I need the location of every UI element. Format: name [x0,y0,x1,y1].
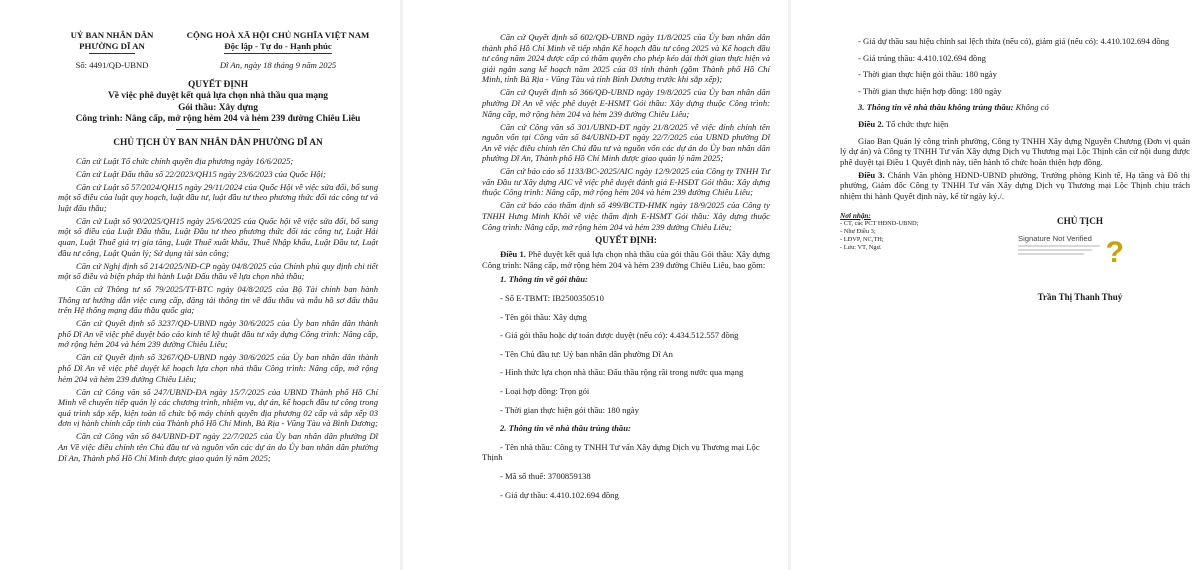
title-underline [176,129,260,130]
document-page-1 [0,0,400,570]
legal-basis: Căn cứ Luật số 57/2024/QH15 ngày 29/11/2024 của Quốc Hội về việc sửa đổi, bổ sung một số điều của luật quy hoạch, luật đầu tư, luật đầu tư theo phương thức đối tác công tư và luật đấu thầu; [58,181,378,213]
article-2-label: Điều 2. [858,118,884,129]
tender-info-item: - Giá gói thầu hoặc dự toán được duyệt (nếu có): 4.434.512.557 đồng [500,330,739,341]
winner-info-item: - Thời gian thực hiện hợp đồng: 180 ngày [858,85,1002,96]
section-2-heading: 2. Thông tin về nhà thầu trúng thầu: [500,423,631,434]
tender-info-item: - Loại hợp đồng: Trọn gói [500,386,590,396]
decision-title: QUYẾT ĐỊNH [188,80,248,90]
digital-signature [1018,234,1142,278]
section-3 [840,102,1190,113]
section-3-heading: 3. Thông tin về nhà thầu không trúng thầu: [858,102,1014,113]
national-motto [178,30,378,54]
document-page-2 [404,0,788,570]
place-date: Dĩ An, ngày 18 tháng 9 năm 2025 [219,60,337,70]
article-1-text: Phê duyệt kết quả lựa chọn nhà thầu của gói thầu Gói thầu: Xây dựng Công trình: Nâng cấp, mở rộng hẻm 204 và hẻm 239 đường Chiêu Liêu, bao gồm: [482,249,770,270]
recipient-item: - Lưu: VT, Ngư. [840,243,882,251]
signer-column [970,212,1190,302]
signature-block [840,212,1190,302]
decision-subtitle-2: Gói thầu: Xây dựng [178,102,258,113]
signature-detail-line [1018,245,1100,247]
page-separator [400,0,403,570]
legal-basis: Căn cứ Công văn số 301/UBND-ĐT ngày 21/8/2025 về việc đính chính tên nguồn vốn tại Công văn số 84/UBND-ĐT ngày 22/7/2025 của UBND phường Dĩ An về việc điều chỉnh tên Chủ đầu tư và nguồn vốn các dự án do Ủy ban nhân dân phường Dĩ An, Thành phố Hồ Chí Minh được giao quản lý năm 2025; [482,121,770,164]
legal-basis: Căn cứ Thông tư số 79/2025/TT-BTC ngày 04/8/2025 của Bộ Tài chính ban hành Thông tư hướng dẫn việc cung cấp, đăng tải thông tin về đấu thầu và mẫu hồ sơ đấu thầu trên Hệ thống mạng đấu thầu quốc gia; [58,284,378,316]
org-line-1: UỶ BAN NHÂN DÂN [70,30,154,40]
article-2 [840,119,1190,130]
section-1-heading: 1. Thông tin về gói thầu: [500,274,588,285]
article-1 [482,249,770,270]
signature-status: Signature Not Verified [1018,233,1092,243]
decision-subtitle-1: Về việc phê duyệt kết quả lựa chọn nhà thầu qua mạng [108,91,328,102]
signer-name: Trần Thị Thanh Thuý [1037,291,1123,302]
legal-basis: Căn cứ Công văn số 247/UBND-ĐA ngày 15/7/2025 của UBND Thành phố Hồ Chí Minh về chuyển tiếp quản lý các chương trình, nhiệm vụ, dự án, kế hoạch đầu tư công trong quá trình sắp xếp, kiện toàn tổ chức bộ máy chính quyền địa phương 02 cấp và sắp xếp 03 đơn vị hành chính cấp tỉnh của Thành phố Hồ Chí Minh, Bà Rịa - Vũng Tàu và Bình Dương; [58,386,378,429]
article-2-body: Giao Ban Quản lý công trình phường, Công ty TNHH Xây dựng Nguyễn Chương (Đơn vị quản lý dự án) và Công ty TNHH Tư vấn Xây dựng Dịch vụ Thương mại Lộc Thịnh căn cứ nội dung được phê duyệt tại Điều 1 Quyết định này, tiến hành tổ chức hoàn thiện hợp đồng. [840,135,1190,167]
article-3-text: Chánh Văn phòng HĐND-UBND phường, Trưởng phòng Kinh tế, Hạ tầng và Đô thị phường, Giám đốc Công ty TNHH Tư vấn Xây dựng Dịch vụ Thương mại Lộc Thịnh chịu trách nhiệm thi hành Quyết định này, kể từ ngày ký./. [840,169,1191,201]
recipient-item: - LĐVP, NC,TH; [840,235,884,243]
decide-heading: QUYẾT ĐỊNH: [595,235,657,246]
legal-basis: Căn cứ Luật số 90/2025/QH15 ngày 25/6/2025 của Quốc hội về việc sửa đổi, bổ sung một số điều của Luật Đấu thầu, Luật Đầu tư theo phương thức đối tác công tư, Luật Hải quan, Luật Thuế giá trị gia tăng, Luật Thuế xuất khẩu, Thuế Nhập khẩu, Luật Đầu tư, Luật đầu tư công, Luật Quản lý; Sử dụng tài sản công; [58,215,378,258]
document-page-3 [792,0,1200,570]
legal-bases-list [58,156,378,464]
document-header [58,30,378,54]
doc-number: Số: 4491/QĐ-UBND [75,60,149,70]
legal-basis: Căn cứ Quyết định số 602/QĐ-UBND ngày 11/8/2025 của Ủy ban nhân dân thành phố Hồ Chí Minh về tiếp nhận Kế hoạch đầu tư công 2025 và Kế hoạch đầu tư công năm 2024 được cấp có thẩm quyền cho phép kéo dài thời gian thực hiện và giải ngân sang kế hoạch năm 2025 của 03 tỉnh thành (gồm Thành phố Hồ Chí Minh, tỉnh Bà Rịa - Vũng Tàu và tỉnh Bình Dương trước khi sắp xếp); [482,32,770,85]
winner-info-item: - Tên nhà thầu: Công ty TNHH Tư vấn Xây dựng Dịch vụ Thương mại Lộc Thịnh [482,441,760,463]
page-separator [788,0,791,570]
legal-basis: Căn cứ Nghị định số 214/2025/NĐ-CP ngày 04/8/2025 của Chính phủ quy định chi tiết một số điều và biện pháp thi hành Luật Đấu thầu về lựa chọn nhà thầu; [58,260,378,282]
org-line-2: PHƯỜNG DĨ AN [79,41,145,51]
legal-basis: Căn cứ Công văn số 84/UBND-ĐT ngày 22/7/2025 của Ủy ban nhân dân phường Dĩ An Về việc điều chỉnh tên Chủ đầu tư và nguồn vốn các dự án do Ủy ban nhân dân phường Dĩ An, Thành phố Hồ Chí Minh được giao quản lý năm 2025; [58,431,378,463]
legal-basis: Căn cứ Quyết định số 366/QĐ-UBND ngày 19/8/2025 của Ủy ban nhân dân phường Dĩ An về việc phê duyệt E-HSMT Gói thầu: Xây dựng thuộc Công trình: Nâng cấp, mở rộng hẻm 204 và hẻm 239 đường Chiêu Liêu; [482,87,770,119]
legal-bases-list-continued [482,32,770,232]
legal-basis: Căn cứ báo cáo thẩm định số 499/BCTĐ-HMK ngày 18/9/2025 của Công ty TNHH Hưng Minh Khôi về việc thẩm định E-HSMT Gói thầu: Xây dựng thuộc Công trình: Nâng cấp, mở rộng hẻm 204 và hẻm 239 đường Chiêu Liêu; [482,200,770,232]
winner-info-item: - Giá trúng thầu: 4.410.102.694 đồng [858,52,986,63]
article-1-label: Điều 1. [500,249,526,260]
org-underline [89,53,135,54]
article-2-text: Tổ chức thực hiện [883,118,949,129]
article-3 [840,170,1190,202]
signature-detail-line [1018,253,1084,255]
recipients-title: Nơi nhận: [840,211,871,220]
signature-unverified-question-icon: ? [1105,235,1124,269]
decision-subtitle-3: Công trình: Nâng cấp, mở rộng hẻm 204 và hẻm 239 đường Chiêu Liêu [75,114,361,125]
nation-line-1: CỘNG HOÀ XÃ HỘI CHỦ NGHĨA VIỆT NAM [186,30,370,40]
legal-basis: Căn cứ Quyết định số 3267/QĐ-UBND ngày 30/6/2025 của Ủy ban nhân dân thành phố Dĩ An về việc phê duyệt kế hoạch lựa chọn nhà thầu Công trình: Nâng cấp, mở rộng hẻm 204 và hẻm 239 đường Chiêu Liêu; [58,352,378,384]
section-3-value: Không có [1013,102,1049,113]
winner-info-item: - Mã số thuế: 3700859138 [500,470,591,481]
tender-info-item: - Tên Chủ đầu tư: Uỷ ban nhân dân phường Dĩ An [500,348,673,359]
legal-basis: Căn cứ Luật Tổ chức chính quyền địa phương ngày 16/6/2025; [76,155,294,166]
winner-info-item: - Giá dự thầu sau hiệu chỉnh sai lệch thừa (nếu có), giảm giá (nếu có): 4.410.102.694 đồng [858,36,1170,46]
recipient-item: - CT, các PCT HĐND-UBND; [840,219,919,227]
nation-line-2: Độc lập - Tự do - Hạnh phúc [224,41,332,51]
signer-title: CHỦ TỊCH [1056,215,1104,226]
motto-underline [224,53,332,54]
legal-basis: Căn cứ Luật Đấu thầu số 22/2023/QH15 ngày 23/6/2023 của Quốc Hội; [76,168,326,179]
recipients-list [840,212,970,302]
issuing-authority [58,30,166,54]
tender-info-item: - Hình thức lựa chọn nhà thầu: Đấu thầu rộng rãi trong nước qua mạng [500,367,744,378]
number-date-row [58,60,378,70]
signature-detail-line [1018,249,1092,251]
winner-info-item: - Thời gian thực hiện gói thầu: 180 ngày [858,69,997,80]
article-3-label: Điều 3. [858,169,885,180]
tender-info-item: - Số E-TBMT: IB2500350510 [500,293,604,304]
chairman-heading: CHỦ TỊCH ỦY BAN NHÂN DÂN PHƯỜNG DĨ AN [113,137,323,148]
winner-info-item: - Giá dự thầu: 4.410.102.694 đồng [500,489,619,500]
recipient-item: - Như Điều 3; [840,227,876,235]
legal-basis: Căn cứ báo cáo số 1133/BC-2025/AIC ngày 12/9/2025 của Công ty TNHH Tư vấn Đầu tư Xây dựng AIC về việc phê duyệt đánh giá E-HSĐT Gói thầu: Xây dựng thuộc Công trình: Nâng cấp, mở rộng hẻm 204 và hẻm 239 đường Chiêu Liêu; [482,166,770,198]
legal-basis: Căn cứ Quyết định số 3237/QĐ-UBND ngày 30/6/2025 của Ủy ban nhân dân thành phố Dĩ An về việc phê duyệt báo cáo kinh tế kỹ thuật đầu tư xây dựng Công trình: Nâng cấp, mở rộng hẻm 204 và hẻm 239 đường Chiêu Liêu; [58,318,378,350]
tender-info-item: - Tên gói thầu: Xây dựng [500,311,587,322]
tender-info-item: - Thời gian thực hiện gói thầu: 180 ngày [500,404,639,415]
